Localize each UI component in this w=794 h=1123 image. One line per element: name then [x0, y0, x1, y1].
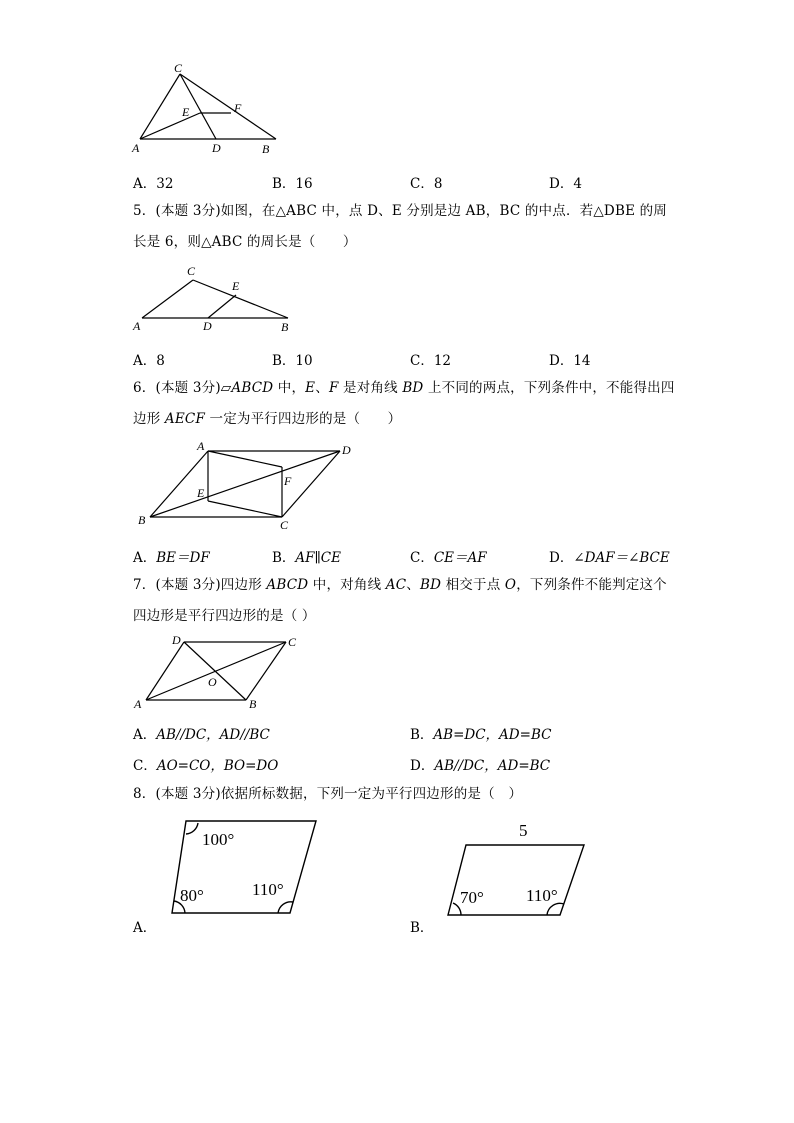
q8-figure-b — [442, 815, 592, 919]
q4-figure — [128, 62, 288, 158]
q4-option-c[interactable]: C．8 — [410, 176, 443, 192]
q6-stem-line1: 6．(本题 3分)▱ABCD 中，E、F 是对角线 BD 上不同的两点，下列条件中，不能得出四 — [133, 380, 675, 396]
q5-stem-line1: 5．(本题 3分)如图，在△ABC 中，点 D、E 分别是边 AB，BC 的中点．若△DBE 的周 — [133, 203, 668, 219]
q7-label-a: A — [134, 697, 142, 711]
q7-figure — [128, 630, 308, 712]
q8-option-b[interactable]: B． — [410, 920, 434, 936]
q7-label-c: C — [288, 635, 297, 649]
q8a-angle-110: 110° — [252, 880, 284, 899]
q5-option-c[interactable]: C．12 — [410, 353, 452, 369]
q6-label-c: C — [280, 518, 289, 532]
q8b-side-5: 5 — [519, 821, 528, 840]
q5-label-c: C — [187, 264, 196, 278]
q6-option-c[interactable]: C．CE＝AF — [410, 550, 487, 566]
q4-label-c: C — [174, 62, 183, 75]
q7-option-d[interactable]: D．AB//DC，AD=BC — [410, 758, 551, 774]
q6-label-a: A — [197, 439, 205, 453]
q7-option-c[interactable]: C．AO=CO，BO=DO — [133, 758, 279, 774]
q5-label-d: D — [203, 319, 212, 333]
q4-label-a: A — [132, 141, 140, 155]
q7-label-o: O — [208, 675, 217, 689]
q6-label-b: B — [138, 513, 146, 527]
q8-stem-line1: 8．(本题 3分)依据所标数据，下列一定为平行四边形的是（ ） — [133, 786, 523, 802]
q6-figure — [130, 438, 360, 534]
q8b-angle-70: 70° — [460, 888, 484, 907]
q5-option-d[interactable]: D．14 — [549, 353, 591, 369]
q7-label-b: B — [249, 697, 257, 711]
q6-label-f: F — [284, 474, 292, 488]
q4-option-a[interactable]: A．32 — [133, 176, 174, 192]
q4-label-b: B — [262, 142, 270, 156]
q6-stem-line2: 边形 AECF 一定为平行四边形的是（ ） — [133, 411, 402, 427]
q7-stem-line1: 7．(本题 3分)四边形 ABCD 中，对角线 AC、BD 相交于点 O，下列条件不能判定这个 — [133, 577, 667, 593]
q7-label-d: D — [172, 633, 181, 647]
q5-figure — [130, 262, 295, 336]
q5-option-a[interactable]: A．8 — [133, 353, 165, 369]
q4-label-d: D — [212, 141, 221, 155]
q8-option-a[interactable]: A． — [133, 920, 157, 936]
q4-label-e: E — [182, 105, 190, 119]
q8b-angle-110: 110° — [526, 886, 558, 905]
q4-option-b[interactable]: B．16 — [272, 176, 313, 192]
q6-option-d[interactable]: D．∠DAF＝∠BCE — [549, 550, 670, 566]
q5-stem-line2: 长是 6，则△ABC 的周长是（ ） — [133, 234, 357, 250]
q8a-angle-100: 100° — [202, 830, 235, 849]
q6-option-a[interactable]: A．BE＝DF — [133, 550, 210, 566]
q7-option-a[interactable]: A．AB//DC，AD//BC — [133, 727, 270, 743]
q8a-angle-80: 80° — [180, 886, 204, 905]
q6-label-d: D — [342, 443, 351, 457]
q4-option-d[interactable]: D．4 — [549, 176, 582, 192]
q6-label-e: E — [197, 486, 205, 500]
q5-option-b[interactable]: B．10 — [272, 353, 313, 369]
q7-stem-line2: 四边形是平行四边形的是（ ） — [133, 608, 316, 624]
q4-label-f: F — [234, 101, 242, 115]
q6-option-b[interactable]: B．AF∥CE — [272, 550, 341, 566]
q5-label-b: B — [281, 320, 289, 334]
q5-label-e: E — [232, 279, 240, 293]
q8-figure-a — [168, 815, 324, 919]
q5-label-a: A — [133, 319, 141, 333]
q7-option-b[interactable]: B．AB=DC，AD=BC — [410, 727, 552, 743]
